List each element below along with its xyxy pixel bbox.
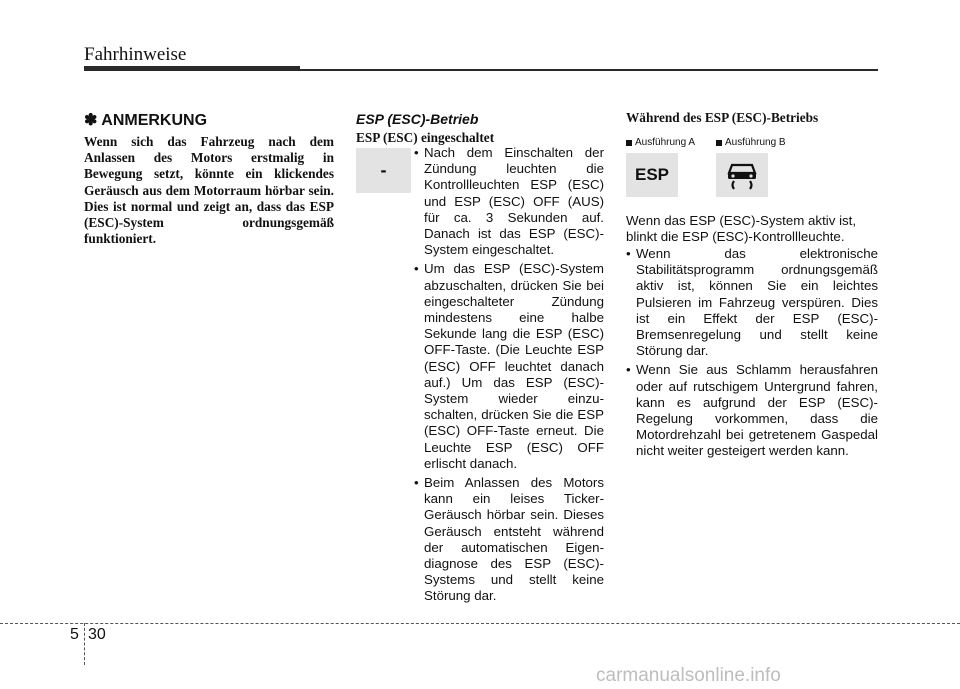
- skidding-car-svg: [724, 157, 760, 193]
- note-body: Wenn sich das Fahrzeug nach dem Anlassen des Motors erstmalig in Bewegung setzt, könnte ein klickendes Geräusch aus dem Motorraum hörbar sein. Dies ist normal und zeigt an, dass das ESP (ESC)-System ordnungsgemäß funktioniert.: [84, 134, 334, 247]
- list-item: • Wenn Sie aus Schlamm herausfahren oder auf rutschigem Untergrund fahren, kann es aufgrund der ESP (ESC)-Regelung vorkommen, dass die Motordrehzahl bei getretenem Gaspedal nicht weiter gesteigert werden kann.: [626, 362, 878, 459]
- footer-divider: [84, 623, 85, 665]
- esp-badge-text: ESP: [634, 165, 670, 184]
- note-title: ✽ ANMERKUNG: [84, 112, 208, 129]
- square-bullet-icon: [716, 140, 722, 146]
- page-header-title: Fahrhinweise: [84, 44, 187, 65]
- square-bullet-icon: [626, 140, 632, 146]
- footer-rule: [0, 623, 960, 624]
- list-item: • Nach dem Einschalten der Zündung leuchten die Kontrollleuchten ESP (ESC) und ESP (ESC) OFF (AUS) für ca. 3 Sekunden auf. Danach ist das ESP (ESC)-System eingeschaltet.: [414, 145, 604, 258]
- page-number: 30: [88, 626, 106, 643]
- watermark: carmanualsonline.info: [596, 665, 781, 686]
- esp-on-subtitle: ESP (ESC) eingeschaltet: [356, 130, 495, 145]
- during-operation-title: Während des ESP (ESC)-Betriebs: [626, 110, 819, 125]
- esp-warning-light-icon: [626, 153, 678, 197]
- header-rule-thick: [84, 66, 300, 71]
- esp-operation-title: ESP (ESC)-Betrieb: [356, 111, 479, 127]
- list-item: • Um das ESP (ESC)-System abzuschalten, drücken Sie bei eingeschalteter Zündung mindestens eine halbe Sekunde lang die ESP (ESC) OFF-Taste. (Die Leuchte ESP (ESC) OFF leuchtet danach auf.) Um das ESP (ESC)-System wieder einzu-schalten, drücken Sie die ESP (ESC) OFF-Taste erneut. Die Leuchte ESP (ESC) OFF erlischt danach.: [414, 261, 604, 472]
- during-operation-intro: Wenn das ESP (ESC)-System aktiv ist, blinkt die ESP (ESC)-Kontrollleuchte.: [626, 213, 857, 245]
- list-item: • Wenn das elektronische Stabilitätsprogramm ordnungsgemäß aktiv ist, können Sie ein leichtes Pulsieren im Fahrzeug verspüren. Dies ist ein Effekt der ESP (ESC)-Bremsenregelung und stellt keine Störung dar.: [626, 246, 878, 359]
- section-number: 5: [70, 626, 79, 643]
- esc-indicator-label: -: [380, 160, 387, 180]
- skidding-car-icon: [716, 153, 768, 197]
- esp-operation-bullets: [414, 145, 604, 608]
- header-rule-thin: [300, 69, 878, 71]
- during-operation-column: [626, 110, 878, 459]
- during-operation-bullets: [626, 246, 878, 463]
- note-column: [84, 110, 334, 247]
- list-item: • Beim Anlassen des Motors kann ein leises Ticker-Geräusch hörbar sein. Dieses Geräusch entsteht während der automatischen Eigen-diagnose des ESP (ESC)-Systems und stellt keine Störung dar.: [414, 475, 604, 605]
- esc-indicator-icon: [356, 148, 411, 193]
- variant-b-label: Ausführung B: [716, 137, 786, 148]
- esp-operation-column: [356, 110, 604, 604]
- variant-a-label: Ausführung A: [626, 137, 695, 148]
